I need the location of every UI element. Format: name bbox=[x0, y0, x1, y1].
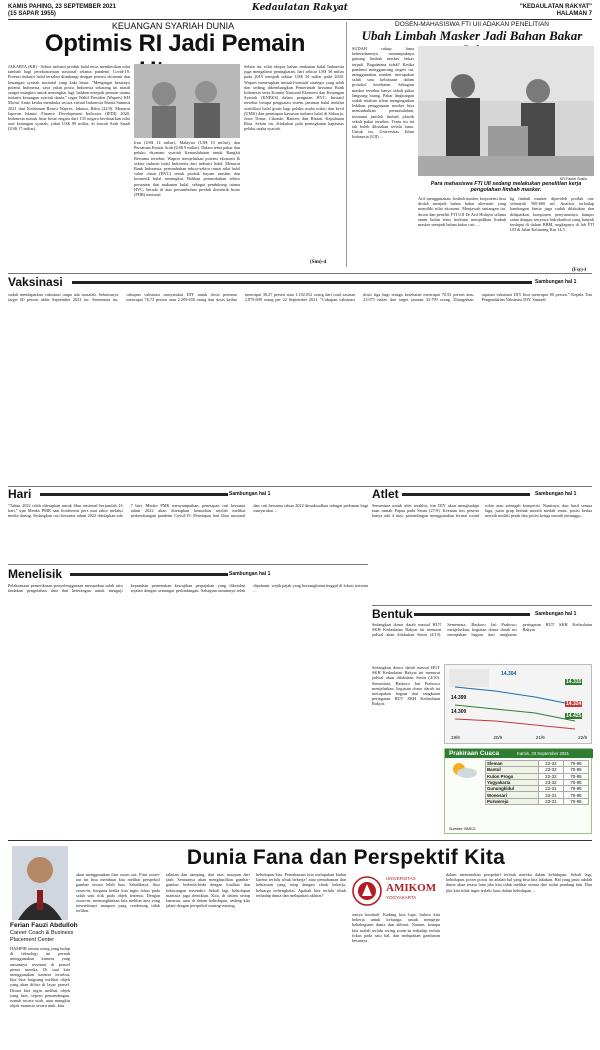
vaksinasi-text: sudah mendapatkan vaksinasi tanpa ada masalah. Seharusnya target 60 persen akhir September 2021 ini. Sementara itu, cakupan vaksinasi masyarakat DIY untuk dosis pertama mencapai 76,73 persen atau 2.209.650 orang dan dosis kedua mencapai 38,27 persen atau 1.102.052 orang dari total sasaran 2.879.699 orang per 22 September 2021. "Cakupan vaksinasi dosis tiga bagi tenaga kesehatan mencapai 70,92 persen atau 23.971 nakes dari target sasaran 33.799 orang. Ditargetkan capaian vaksinasi DIY bisa mencapai 80 persen." Kepala Tim Pengendalian Vaksinasi DIY, Sumadi. bbox=[8, 292, 592, 303]
rate-low: 14.324 bbox=[566, 701, 582, 707]
bentuk-sambung: Sambungan hal 1 bbox=[535, 611, 577, 617]
bentuk-text-lower: Sedangkan donor darah massal HUT SKH Kedaulatan Rakyat ini menurut jadwal akan dilakukan Senin (4/10). Sementara, Baskoro Jati Prabowo menjelaskan, kegiatan donor darah ini merupakan bagian dari rangkaian peringatan HUT SKH Kedaulatan Rakyat. bbox=[372, 665, 440, 707]
ad-text-5: ounya kembali. Kadang kita lupa, bahwa kita bekerja untuk keluarga, untuk mengejar kebahagiaan dunia dan akhirat. Namun, kenapa kita malah terlalu sering zoom-in terhadap terlalu fokus pada satu hal, dan melupakan gambaran besarnya. bbox=[352, 912, 440, 944]
ad-col-1 bbox=[10, 946, 70, 1046]
weather-temp: 22-31 bbox=[538, 792, 563, 798]
ad-text-1: HAMPIR semua orang yang hidup di teknologi ini pernah menggunakan kamera yang umumnya tersemat di ponsel pintar mereka. Di saat kita menggunakan kamera tersebut, kita bisa langsung melihat objek yang akan difoto di layar ponsel. Disaat kita ingin melihat objek yang luas, seperti pemandangan, rumah secara utuh, atau mungkin objek manusia secara utuh, kita bbox=[10, 946, 70, 1009]
rate-top: 14.304 bbox=[501, 671, 517, 677]
weather-icon bbox=[449, 761, 479, 779]
right-headline: Ubah Limbah Masker Jadi Bahan Bakar bbox=[361, 28, 583, 43]
menelisik-sambung: Sambungan hal 1 bbox=[229, 571, 271, 577]
exchange-date: 22/9 bbox=[578, 735, 587, 740]
ad-text-3: takutan dan samping, dari atas, maupun dari jauh. Semuanya akan menghasilkan gambar-gambar berbeda-beda dengan kualitas dan kekurangan tersendiri. Sekali lagi, kehidupan manusia juga demikian. Kita, di dalam setiap lamaran, atau di dalam kehidupan, sedang kita jalani dengan perspektif masing-masing. bbox=[166, 872, 250, 909]
university-name: AMIKOM bbox=[386, 882, 437, 894]
masthead-left bbox=[8, 4, 116, 18]
menelisik-title: Menelisik bbox=[8, 567, 63, 581]
bentuk-top-rule bbox=[372, 605, 592, 606]
menelisik-bar bbox=[70, 573, 228, 576]
amikom-seal-icon bbox=[352, 876, 382, 906]
weather-city: Bantul bbox=[486, 767, 539, 773]
atlet-col bbox=[372, 503, 592, 603]
university-top: UNIVERSITAS bbox=[386, 876, 416, 881]
weather-city: Wonosari bbox=[486, 792, 539, 798]
weather-hum: 70-95 bbox=[563, 798, 588, 804]
author-name: Ferian Fauzi Abdulloh bbox=[10, 922, 78, 929]
ad-col-6 bbox=[446, 872, 592, 1046]
right-col-1 bbox=[352, 46, 414, 174]
weather-hum: 70-95 bbox=[563, 792, 588, 798]
ad-top-rule bbox=[8, 840, 592, 841]
right-text-3: kg limbah masker diperoleh produk cair sebanyak 500-600 ml. Analisis terhadap kandungan kimia juga sudah dilakukan dan didapatkan komponen penyusunnya hampir sama dengan senyawa hidrokarbon yang banyak terdapat di dalam BBM, ungkapnya di lab FTI UII di Jalan Kaliurang Km 14,5. bbox=[510, 196, 594, 233]
university-city: YOGYAKARTA bbox=[386, 895, 417, 900]
menelisik-text: Pelaksanaan pemeriksaan penyelenggaraan merupakan salah satu tindakan pengolahan data dan keterangan untuk menguji kepatuhan pemenuhan kewajiban perpajakan yang diketahui sejalan dengan semangat perlindungan. Sebagian umumnya telah dipahami, wajib pajak yang bersangkutan tinggal di lokasi tertentu ... bbox=[8, 583, 368, 594]
ad-col-5 bbox=[352, 912, 440, 1046]
ad-col-3 bbox=[166, 872, 250, 1046]
ad-text-4: kehidupan kita. Pemahaman kita melupakan badan karena terlalu sibuk bekerja? atau pemahaman dan kebiasaan yang tetap dengan sibuk bekerja, keluarga terbengkalai. Apakah kita terlalu sibuk terhadap dunia dan melupakan akhirat? bbox=[256, 872, 346, 898]
author-role2: Placement Center bbox=[10, 937, 55, 943]
vaksinasi-sambung: Sambungan hal 1 bbox=[535, 279, 577, 285]
lead-photo bbox=[134, 64, 240, 138]
lead-sign: (Sim)-d bbox=[310, 260, 327, 265]
lead-headline: Optimis RI Jadi Pemain bbox=[44, 30, 306, 57]
rate-bottom-left: 14.300 bbox=[451, 709, 467, 715]
rate-right2: 14.425 bbox=[566, 713, 582, 719]
right-text-1: SUDAH cukup lama keberadaannya menumpuknya gunung limbah masker bekas terjadi. Bagaimana tidak? Ketika pandemi mengguncang negeri ini, menggunakan masker merupakan salah satu kebiasaan dalam protokol kesehatan. Sebagian masker tersebut hanya sekali pakai langsung buang. Pakar lingkungan sudah setahun silam mengingatkan ledakan penggunaan masker bisa menimbulkan permasalahan, terutama jumlah limbah plastik sekali pakai tersebut. Tentu itu ini tak boleh dibiarkan terlalu lama. Untuk itu, Universitas Islam Indonesia (UII) ... bbox=[352, 46, 414, 140]
hijri-line: (15 SAPAR 1955) bbox=[8, 11, 56, 17]
university-logo bbox=[352, 874, 440, 908]
exchange-dates bbox=[451, 735, 587, 740]
page-number: HALAMAN 7 bbox=[556, 11, 592, 17]
right-col-2 bbox=[418, 196, 506, 268]
weather-table bbox=[485, 760, 589, 805]
weather-hum: 70-95 bbox=[563, 767, 588, 773]
hari-sambung: Sambungan hal 1 bbox=[229, 491, 271, 497]
weather-temp: 22-32 bbox=[538, 761, 563, 767]
weather-temp: 22-32 bbox=[538, 773, 563, 779]
vaksinasi-top-rule bbox=[8, 273, 592, 274]
bentuk-col bbox=[372, 622, 592, 660]
atlet-text: Sementara untuk atlet terakhir, tim DIY akan menghadapi tuan rumah Papua pada Senin (27/9). Keenam tim peserta hanya ada 4 nasi, pertandingan menggunakan format round robin atau setengah kompetisi. Nantinya, dari hasil semua laga, juara grup berhak meraih medali emas, posisi kedua meraih medali perak dan posisi ketiga meraih perunggu. bbox=[372, 503, 592, 519]
lead-kicker: KEUANGAN SYARIAH DUNIA bbox=[111, 21, 235, 31]
hari-col bbox=[8, 503, 368, 561]
vaksinasi-title: Vaksinasi bbox=[8, 275, 63, 289]
author-role1: Career Coach & Business bbox=[10, 930, 74, 936]
menelisik-col bbox=[8, 583, 368, 833]
divider-lead-right bbox=[346, 22, 347, 267]
atlet-bar bbox=[402, 493, 530, 496]
atlet-title: Atlet bbox=[372, 487, 399, 501]
lead-text-2: Iran (US$ 14 miliar), Malaysia (US$ 10 miliar), dan Persatuan Emirat Arab (US$ 9 miliar). Dalam tema pakar dan peluko ekonomi syariah Kemaslahatan untuk Bangkit Bersama tersebut, Wapres menjelaskan potensi ekonomi & sektor industri halal Indonesia dari industri halal. Menurut Bank Indonesia, pertumbuhan sektor-sektor rantai nilai halal value chain (HVC) untuk produk bayam muslim dan kosmetik halal meningkat. Bahkan pertumbuhan sektor pertanian dan makanan halal, sebagai pendukung utama HVC, berada di atas pertumbuhan produk domestik bruto (PDB) nasional. bbox=[134, 140, 240, 198]
weather-title: Prakiraan Cuaca bbox=[449, 750, 500, 757]
ad-col-2 bbox=[76, 872, 160, 1046]
weather-city: Gunungkidul bbox=[486, 786, 539, 792]
rate-mid-left: 14.399 bbox=[451, 695, 467, 701]
bentuk-text: Sedangkan donor darah massal HUT SKH Kedaulatan Rakyat ini menurut jadwal akan dilakukan Senin (4/10). Sementara, Baskoro Jati Prabowo menjelaskan, kegiatan donor darah ini merupakan bagian dari rangkaian peringatan HUT SKH Kedaulatan Rakyat. bbox=[372, 622, 592, 638]
weather-city: Kulon Progo bbox=[486, 773, 539, 779]
weather-hum: 70-95 bbox=[563, 786, 588, 792]
hari-top-rule bbox=[8, 486, 592, 487]
right-sign: (Fsy)-f bbox=[572, 268, 587, 273]
bentuk-title: Bentuk bbox=[372, 607, 413, 621]
ad-headline: Dunia Fana dan Perspektif Kita bbox=[186, 846, 506, 869]
slogan: "KEDAULATAN RAKYAT" bbox=[519, 4, 592, 10]
right-kicker: DOSEN-MAHASISWA FTI UII ADAKAN PENELITIAN bbox=[395, 21, 549, 28]
paper-name: Kedaulatan Rakyat bbox=[252, 3, 348, 13]
ad-text-2: akan menggunakan fitur zoom out. Fitur zoom-out ini bisa membuat kita melihat perspektif gambar secara lebih luas. Sebaliknya, fitur zoom-in, berguna ketika kita ingin fokus pada salah satu titik pada objek tertentu. Dengan zoom-in, memungkinkan kita melihat area yang tersembunyi maupun yang cenderung tidak terlihat. bbox=[76, 872, 160, 914]
atlet-sambung: Sambungan hal 1 bbox=[535, 491, 577, 497]
exchange-date: 21/9 bbox=[535, 735, 545, 740]
weather-city: Yogyakarta bbox=[486, 779, 539, 785]
vaksinasi-bar bbox=[72, 281, 532, 284]
weather-temp: 22-31 bbox=[538, 786, 563, 792]
rate-top-right: 14.315 bbox=[566, 679, 582, 685]
weather-source: Sumber: BMKG bbox=[449, 827, 476, 831]
weather-row bbox=[486, 798, 589, 804]
ad-text-6: dalam menemukan perspektif terbaik mereka dalam kehidupan. Sekali lagi, kehidupan, potret posisi ini adalah hal yang bisa kita lakukan. Hal yang pasti adalah dunia akan terasa fana jika kita tidak melihat semua dari sudut pandang lain. Dan jika kita tidak ingin terlalu larut dalam kehidupan ... bbox=[446, 872, 592, 893]
bentuk-bar bbox=[414, 613, 530, 616]
hari-text: "Tahun 2022 telah ditetapkan untuk libur nasional berjumlah 16 hari," ujar Menko PMK saat konferensi pers usai rakor melalui media daring. Sedangkan cuti bersama tahun 2022 ditetapkan ada 7 hari. Menko PMK menyampaikan, penetapan cuti bersama tahun 2022 akan ditetapkan kemudian setelah melihat perkembangan pandemi Covid-19. Penetapan hari libur nasional dan cuti bersama tahun 2022 dimaksudkan sebagai pedoman bagi masyarakat ... bbox=[8, 503, 368, 519]
weather-city: Sleman bbox=[486, 761, 539, 767]
lead-text-1: JAKARTA (KR) - Sektor industri produk halal terus memberikan nilai tambah bagi perekonomian nasional selama pandemi Covid-19. Potensi industri halal tersebut diimbangi dengan potensi ekonomi dan keuangan syariah nasional yang kaki besar. "Mengingat besarnya potensi Indonesia, saya yakin posisi Indonesia sekarang ini masih sangat mungkin untuk meningkat lagi, bahkan menjadi pemain utama industri keuangan syariah dunia," tegas Wakil Presiden (Wapres) KH Ma'ruf Amin ketika membuka secara virtual Indonesia Sharia Summit 2021 dari Kediaman Resmi Wapres, Jakarta, Rabu (22/9). Menurut laporan Islamic Finance Development Indicator (IFDI) 2020, Indonesia masuk lima besar negara dari 135 negara berdasarkan nilai aset keuangan syariah, yakni US$ 99 miliar, di bawah Arab Saudi (US$ 17 miliar), bbox=[8, 64, 130, 132]
bentuk-col-lower bbox=[372, 665, 440, 833]
vaksinasi-col bbox=[8, 292, 592, 482]
exchange-date: 19/9 bbox=[451, 735, 460, 740]
weather-temp: 23-32 bbox=[538, 779, 563, 785]
weather-hum: 70-95 bbox=[563, 773, 588, 779]
weather-temp: 22-32 bbox=[538, 767, 563, 773]
right-col-3 bbox=[510, 196, 594, 268]
photo-credit: KR-Fachri Susilo bbox=[560, 177, 587, 181]
right-caption: Para mahasiswa FTI UII sedang melakukan penelitian kerja pengolahan limbah masker. bbox=[430, 181, 582, 194]
menelisik-top-rule bbox=[8, 564, 368, 565]
lead-col-2 bbox=[134, 140, 240, 250]
right-photo bbox=[418, 46, 594, 176]
author-photo bbox=[12, 846, 68, 920]
hari-bar bbox=[40, 493, 228, 496]
weather-hum: 70-95 bbox=[563, 779, 588, 785]
lead-col-1 bbox=[8, 64, 130, 239]
weather-hum: 70-95 bbox=[563, 761, 588, 767]
right-text-2: Arif menggunakan, limbah masker berpotensi bisa diolah menjadi bahan bakar alternatif yang memiliki nilai ekonomi. Menjawab tantangan itu, dosen dan peneliti FTI UII Dr Arif Hidayat selama enam bulan terus berkutat menjadikan limbah masker menjadi bahan bakar cair. ... bbox=[418, 196, 506, 228]
exchange-chart bbox=[444, 664, 592, 744]
exchange-date: 20/9 bbox=[493, 735, 503, 740]
ad-col-4 bbox=[256, 872, 346, 1046]
hari-title: Hari bbox=[8, 487, 32, 501]
weather-date: Kamis, 23 September 2021 bbox=[517, 751, 570, 756]
weather-header bbox=[445, 749, 593, 758]
weather-city: Purworejo bbox=[486, 798, 539, 804]
weather-temp: 23-31 bbox=[538, 798, 563, 804]
masthead-right bbox=[520, 4, 592, 18]
lead-col-3 bbox=[244, 64, 344, 259]
date-line: KAMIS PAHING, 23 SEPTEMBER 2021 bbox=[8, 4, 116, 10]
weather-box bbox=[444, 748, 592, 834]
lead-text-3: Selain itu, nilai ekspor bahan makanan halal Indonesia juga mengalami peningkatan, dari sekitar US$ 30 miliar pada 2019 menjadi sekitar US$ 34 miliar pada 2020. Wapres menerapkan inisiatif-inisiatif strategis yang telah dan sedang dikembangkan Pemerintah bersama Bank Indonesia serta Komite Nasional Ekonomi dan Keuangan Syariah (KNEKS) dalam pengutan HVC. Inisiatif tersebut berupa penguatan sistem jaminan halal melalui sertifikasi halal gratis bagi pelaku usaha mikro dan kecil (UMK) dan penetapan kawasan industri halal di Sidoarjo, Jawa Timur; Cikande, Banten; dan Bintan, Kepulauan Riau. Selain itu, dilakukan pula peningkatan kapasitas pelaku usaha syariah. bbox=[244, 64, 344, 132]
